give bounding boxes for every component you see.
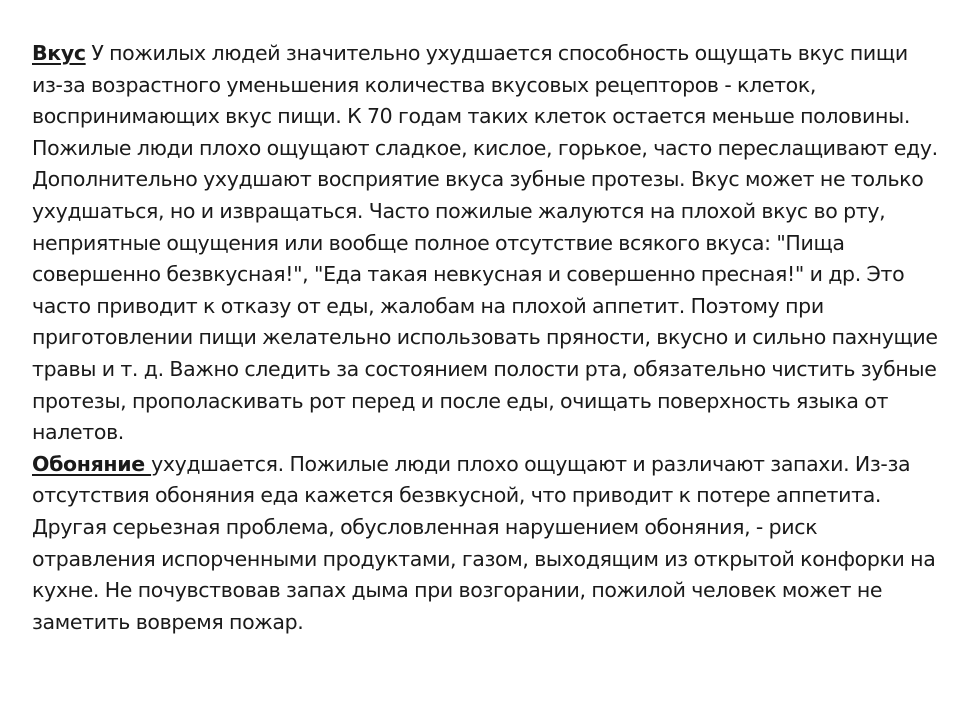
taste-text: У пожилых людей значительно ухудшается способность ощущать вкус пищи из-за возрастного уменьшения количества вкусовых рецепторов - клеток, воспринимающих вкус пищи. К 70 годам таких клеток остается меньше половины. Пожилые люди плохо ощущают сладкое, кислое, горькое, часто переслащивают еду. Дополнительно ухудшают восприятие вкуса зубные протезы. Вкус может не только ухудшаться, но и извращаться. Часто пожилые жалуются на плохой вкус во рту, неприятные ощущения или вообще полное отсутствие всякого вкуса: "Пища совершенно безвкусная!", "Еда такая невкусная и совершенно пресная!" и др. Это часто приводит к отказу от еды, жалобам на плохой аппетит. Поэтому при приготовлении пищи желательно использовать пряности, вкусно и сильно пахнущие травы и т. д. Важно следить за состоянием полости рта, обязательно чистить зубные протезы, прополаскивать рот перед и после еды, очищать поверхность языка от налетов. <box>32 41 938 445</box>
smell-term: Обоняние <box>32 451 152 476</box>
smell-paragraph <box>32 449 940 639</box>
smell-text: ухудшается. Пожилые люди плохо ощущают и различают запахи. Из-за отсутствия обоняния еда кажется безвкусной, что приводит к потере аппетита. Другая серьезная проблема, обусловленная нарушением обоняния, - риск отравления испорченными продуктами, газом, выходящим из открытой конфорки на кухне. Не почувствовав запах дыма при возгорании, пожилой человек может не заметить вовремя пожар. <box>32 451 936 634</box>
taste-paragraph <box>32 38 940 449</box>
taste-term: Вкус <box>32 41 86 65</box>
